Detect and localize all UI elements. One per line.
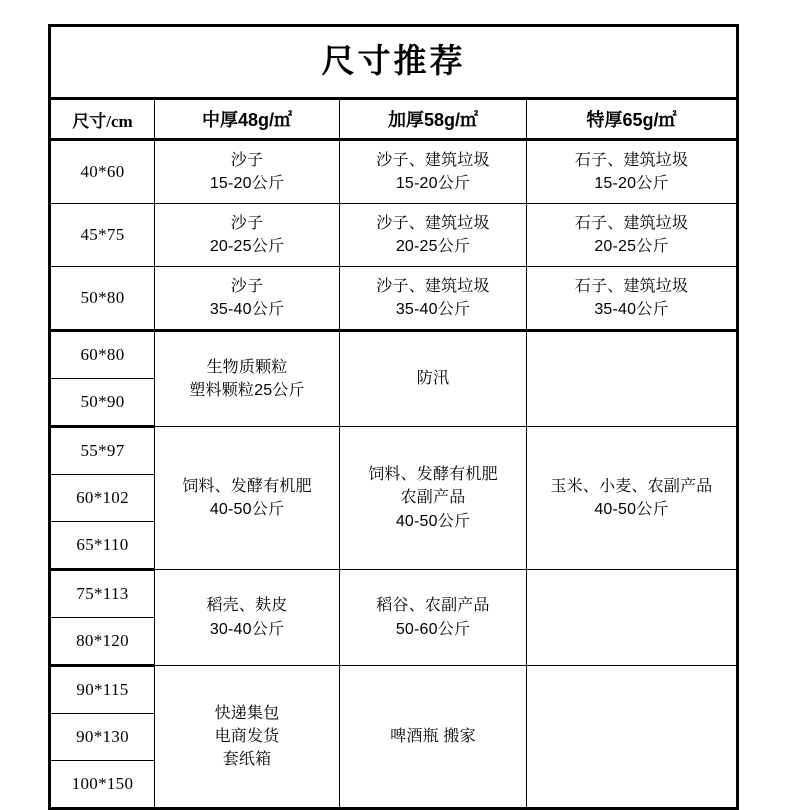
cell-medium-40x60 [155,140,340,204]
cell-thick-group5 [340,666,527,809]
size-55x97: 55*97 [50,427,155,475]
line-2: 电商发货 [214,727,280,745]
cell-extra-group2 [527,331,738,427]
header-extra-unit: ㎡ [658,110,677,130]
line-1: 沙子 [230,151,264,169]
cell-extra-45x75 [527,204,738,267]
line-1: 生物质颗粒 [206,358,288,376]
line-2: 35-40公斤 [209,301,285,318]
line-2: 40-50公斤 [594,501,669,518]
line-2: 15-20公斤 [594,175,669,192]
line-1: 沙子、建筑垃圾 [376,214,490,232]
cell-extra-group3 [527,427,738,570]
line-1: 快递集包 [214,704,280,722]
cell-extra-40x60 [527,140,738,204]
cell-extra-group5 [527,666,738,809]
line-2: 农副产品 [400,489,466,507]
line-2: 20-25公斤 [594,238,669,255]
header-medium-unit: ㎡ [274,110,293,130]
cell-medium-group5 [155,666,340,809]
header-extra-label: 特厚65g/ [586,110,659,130]
line-2: 35-40公斤 [395,301,471,318]
line-2: 40-50公斤 [209,501,285,518]
header-thick-58g [340,99,527,140]
header-medium-48g [155,99,340,140]
line-1: 稻谷、农副产品 [376,597,490,615]
header-medium-label: 中厚48g/ [201,110,275,130]
line-1: 沙子 [230,277,264,295]
cell-medium-group2 [155,331,340,427]
line-2: 50-60公斤 [395,620,471,638]
size-75x113: 75*113 [50,570,155,618]
line-2: 30-40公斤 [209,620,285,638]
line-2: 15-20公斤 [395,175,471,192]
page-title: 尺寸推荐 [321,43,466,80]
header-thick-unit: ㎡ [460,110,479,130]
cell-thick-45x75 [340,204,527,267]
line-1: 防汛 [416,370,450,388]
cell-thick-50x80 [340,267,527,331]
table-row [50,267,738,331]
line-1: 沙子、建筑垃圾 [376,151,490,169]
size-60x80: 60*80 [50,331,155,379]
size-100x150: 100*150 [50,761,155,809]
size-50x80: 50*80 [50,267,155,331]
table-row [50,427,738,475]
cell-thick-group4 [340,570,527,666]
line-2: 35-40公斤 [594,301,669,318]
table-row [50,331,738,379]
line-1: 石子、建筑垃圾 [574,151,689,169]
line-2: 塑料颗粒25公斤 [189,382,305,399]
table-row [50,570,738,618]
line-1: 稻壳、麸皮 [206,597,288,615]
line-1: 饲料、发酵有机肥 [368,466,498,484]
line-2: 20-25公斤 [209,238,285,255]
table-row [50,204,738,267]
cell-thick-group3 [340,427,527,570]
line-1: 石子、建筑垃圾 [574,214,689,232]
header-thick-label: 加厚58g/ [387,110,461,130]
size-40x60: 40*60 [50,140,155,204]
table-header-row [50,99,738,140]
line-1: 石子、建筑垃圾 [574,277,689,295]
header-extra-65g [527,99,738,140]
title-cell [50,26,738,99]
line-3: 套纸箱 [222,751,272,769]
line-2: 15-20公斤 [209,175,285,192]
cell-extra-group4 [527,570,738,666]
table-row [50,666,738,714]
cell-medium-45x75 [155,204,340,267]
header-size: 尺寸/cm [50,99,155,140]
cell-medium-50x80 [155,267,340,331]
size-90x130: 90*130 [50,714,155,761]
size-recommendation-table [48,24,739,810]
size-60x102: 60*102 [50,475,155,522]
cell-extra-50x80 [527,267,738,331]
size-65x110: 65*110 [50,522,155,570]
cell-medium-group3 [155,427,340,570]
line-2: 20-25公斤 [395,238,471,255]
line-1: 沙子 [230,214,264,232]
line-3: 40-50公斤 [395,512,471,530]
table-row [50,140,738,204]
line-1: 玉米、小麦、农副产品 [550,477,713,495]
title-row [50,26,738,99]
line-1: 饲料、发酵有机肥 [182,477,312,495]
cell-thick-40x60 [340,140,527,204]
line-1: 沙子、建筑垃圾 [376,277,490,295]
size-50x90: 50*90 [50,379,155,427]
size-90x115: 90*115 [50,666,155,714]
line-1: 啤酒瓶 搬家 [390,727,476,745]
cell-medium-group4 [155,570,340,666]
size-45x75: 45*75 [50,204,155,267]
size-80x120: 80*120 [50,618,155,666]
cell-thick-group2 [340,331,527,427]
